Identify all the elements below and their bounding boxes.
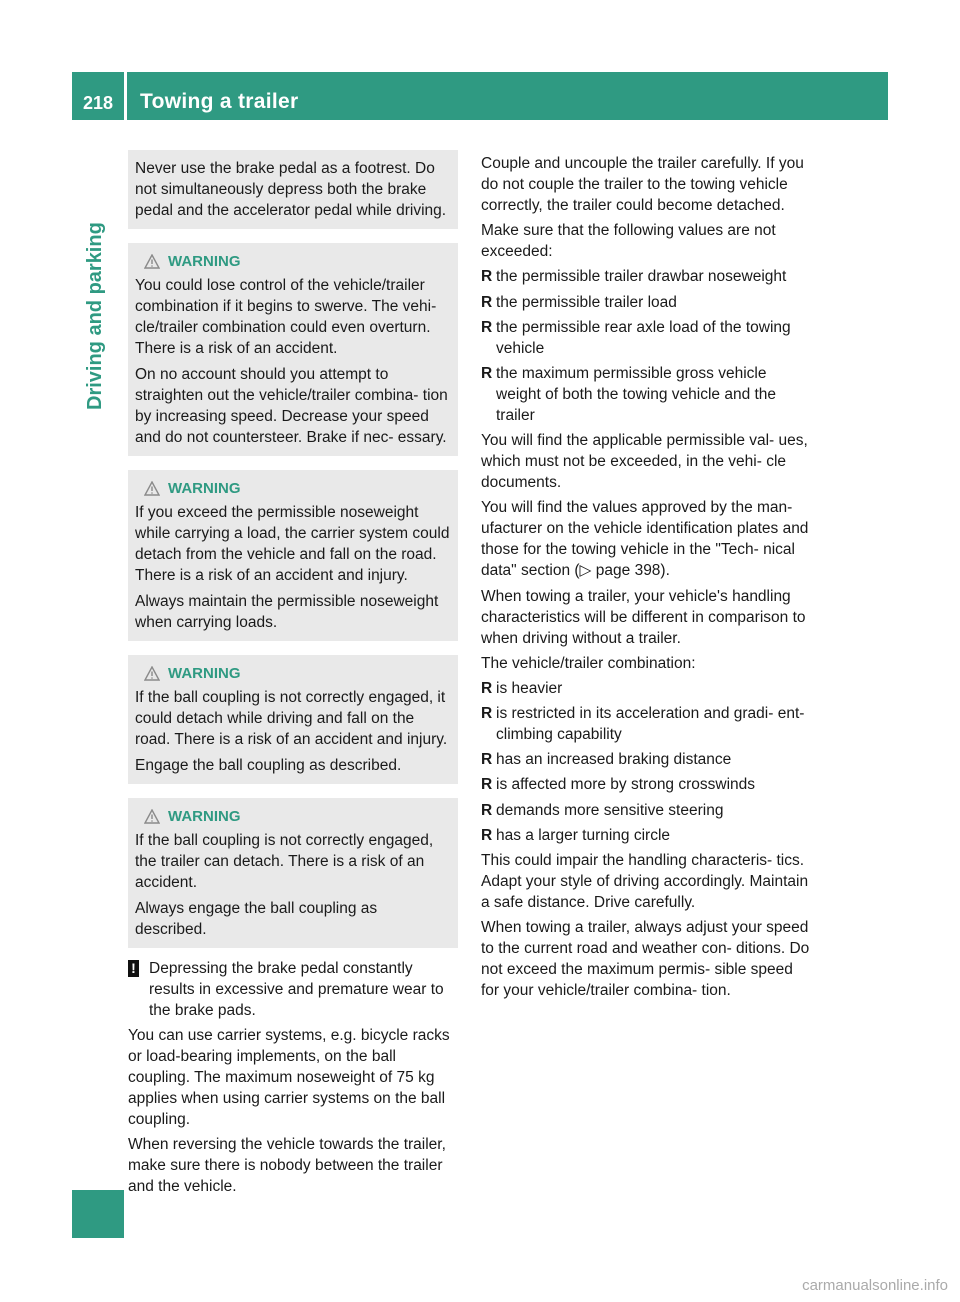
body-paragraph: Couple and uncouple the trailer carefully. If you do not couple the trailer to the towing vehicle correctly, the trailer could become detached.	[481, 155, 804, 214]
section-tab-label: Driving and parking	[84, 222, 106, 410]
list-item	[481, 800, 813, 821]
list-item-text: is restricted in its acceleration and gradi- ent-climbing capability	[496, 705, 805, 744]
warning-paragraph: If the ball coupling is not correctly engaged, it could detach while driving and fall on the road. There is a risk of an accident and injury.	[135, 689, 448, 748]
list-item-text: the permissible trailer load	[496, 293, 677, 311]
warning-triangle-icon	[144, 666, 160, 681]
list-item-text: has a larger turning circle	[496, 826, 671, 844]
body-paragraph: You will find the values approved by the man- ufacturer on the vehicle identification plates and those for the towing vehicle in the "Tech- nical data" section (▷ page 398).	[481, 499, 809, 580]
warning-paragraph: If you exceed the permissible noseweight while carrying a load, the carrier system could detach from the vehicle and fall on the road. There is a risk of an accident and injury.	[135, 504, 450, 584]
list-item	[481, 749, 813, 770]
warning-heading	[135, 478, 451, 499]
body-paragraph: Make sure that the following values are not exceeded:	[481, 222, 776, 261]
list-item-text: the permissible rear axle load of the towing vehicle	[496, 318, 791, 357]
list-item	[481, 703, 813, 745]
exclamation-note-icon: !	[128, 960, 139, 977]
bullet-icon: R	[481, 318, 493, 336]
body-paragraph: You can use carrier systems, e.g. bicycle racks or load-bearing implements, on the ball coupling. The maximum noseweight of 75 kg applies when using carrier systems on the ball coupling.	[128, 1027, 450, 1128]
warning-paragraph: You could lose control of the vehicle/trailer combination if it begins to swerve. The vehi- cle/trailer combination could even overturn. There is a risk of an accident.	[135, 277, 437, 357]
body-paragraph: When towing a trailer, always adjust your speed to the current road and weather con- ditions. Do not exceed the maximum permis- sible speed for your vehicle/trailer combina- tion.	[481, 919, 810, 1000]
list-item-text: is affected more by strong crosswinds	[496, 776, 756, 794]
warning-box	[128, 470, 458, 641]
bullet-icon: R	[481, 705, 493, 723]
bullet-icon: R	[481, 776, 493, 794]
list-item	[481, 774, 813, 795]
bullet-icon: R	[481, 751, 493, 769]
warning-paragraph: Always engage the ball coupling as described.	[135, 900, 378, 938]
warning-label: WARNING	[168, 480, 241, 497]
warning-paragraph: Engage the ball coupling as described.	[135, 757, 402, 774]
warning-heading	[135, 663, 451, 684]
bullet-icon: R	[481, 268, 493, 286]
list-item	[481, 678, 813, 699]
body-paragraph: When reversing the vehicle towards the trailer, make sure there is nobody between the trailer and the vehicle.	[128, 1136, 446, 1195]
wear-note	[128, 958, 458, 1021]
body-paragraph: You will find the applicable permissible val- ues, which must not be exceeded, in the vehi- cle documents.	[481, 432, 808, 492]
watermark: carmanualsonline.info	[802, 1277, 948, 1294]
bullet-icon: R	[481, 293, 493, 311]
right-column	[481, 153, 813, 1005]
list-item-text: demands more sensitive steering	[496, 801, 724, 819]
bullet-icon: R	[481, 801, 493, 819]
warning-label: WARNING	[168, 808, 241, 825]
warning-paragraph: On no account should you attempt to straighten out the vehicle/trailer combina- tion by increasing speed. Decrease your speed and do not countersteer. Brake if nec- essary.	[135, 366, 448, 446]
warning-label: WARNING	[168, 253, 241, 270]
list-item-text: the permissible trailer drawbar noseweight	[496, 268, 787, 286]
body-paragraph: This could impair the handling characteris- tics. Adapt your style of driving accordingly. Maintain a safe distance. Drive carefully.	[481, 852, 809, 911]
bullet-icon: R	[481, 679, 493, 697]
body-paragraph: When towing a trailer, your vehicle's handling characteristics will be different in comparison to when driving without a trailer.	[481, 587, 806, 647]
warning-heading	[135, 251, 451, 272]
list-item	[481, 266, 813, 287]
list-item-text: the maximum permissible gross vehicle weight of both the towing vehicle and the trailer	[496, 364, 777, 424]
left-column	[128, 150, 458, 1201]
header-divider	[124, 72, 127, 120]
body-paragraph: The vehicle/trailer combination:	[481, 654, 696, 672]
warning-label: WARNING	[168, 665, 241, 682]
note-text: Depressing the brake pedal constantly results in excessive and premature wear to the brake pads.	[149, 960, 444, 1019]
page-title: Towing a trailer	[140, 90, 299, 113]
bullet-icon: R	[481, 826, 493, 844]
list-item-text: is heavier	[496, 679, 563, 697]
section-tab-marker	[72, 1190, 124, 1238]
page-number: 218	[82, 93, 114, 113]
warning-triangle-icon	[144, 254, 160, 269]
warning-paragraph: Always maintain the permissible noseweight when carrying loads.	[135, 593, 439, 631]
warning-box	[128, 243, 458, 456]
warning-box	[128, 655, 458, 784]
bullet-icon: R	[481, 364, 493, 382]
caution-text: Never use the brake pedal as a footrest. Do not simultaneously depress both the brake pedal and the accelerator pedal while driving.	[135, 160, 447, 219]
warning-box	[128, 798, 458, 948]
list-item	[481, 363, 813, 426]
caution-box	[128, 150, 458, 229]
warning-triangle-icon	[144, 809, 160, 824]
list-item-text: has an increased braking distance	[496, 751, 732, 769]
list-item	[481, 292, 813, 313]
list-item	[481, 825, 813, 846]
warning-triangle-icon	[144, 481, 160, 496]
list-item	[481, 317, 813, 359]
warning-paragraph: If the ball coupling is not correctly engaged, the trailer can detach. There is a risk of an accident.	[135, 832, 434, 891]
warning-heading	[135, 806, 451, 827]
